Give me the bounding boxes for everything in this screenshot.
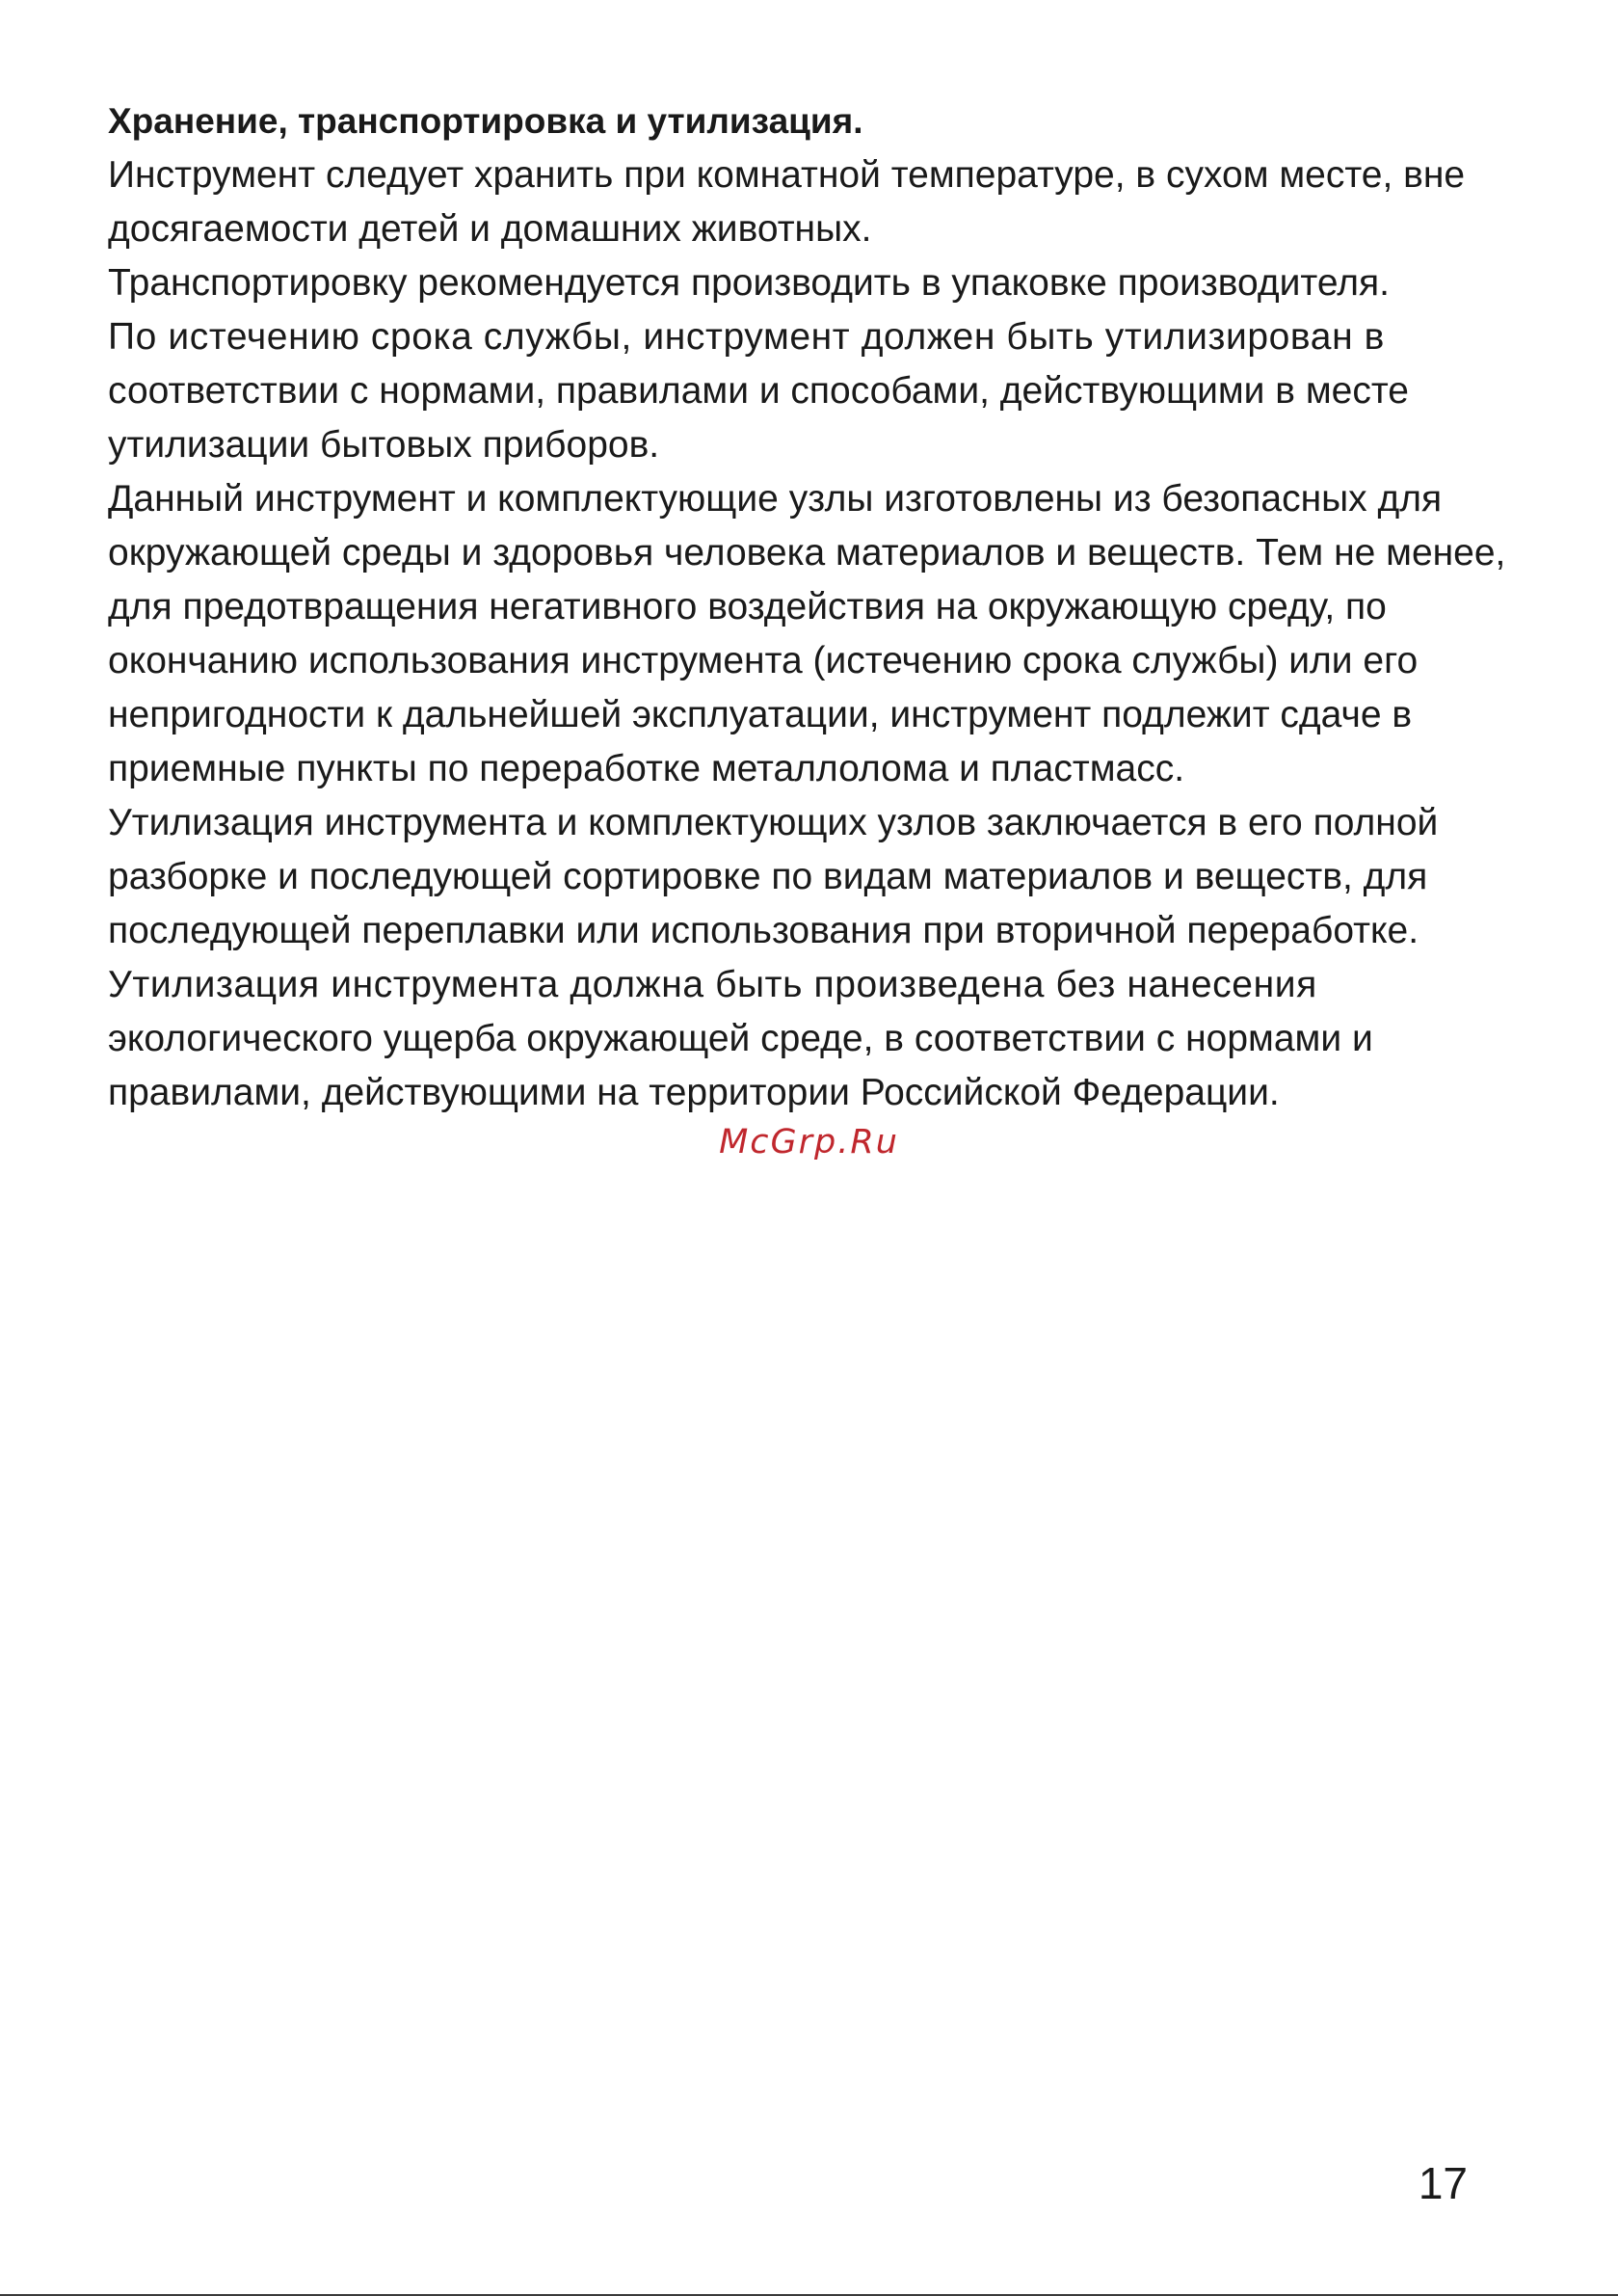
section-heading: Хранение, транспортировка и утилизация.	[108, 101, 863, 141]
text-line: правилами, действующими на территории Российской Федерации.	[108, 1072, 1280, 1113]
text-line: окончанию использования инструмента (истечению срока службы) или его	[108, 640, 1419, 681]
text-line: приемные пункты по переработке металлолома и пластмасс.	[108, 748, 1185, 789]
text-line: По истечению срока службы, инструмент должен быть утилизирован в	[108, 316, 1385, 358]
text-line: Утилизация инструмента и комплектующих узлов заключается в его полной	[108, 802, 1439, 843]
text-line: утилизации бытовых приборов.	[108, 424, 660, 466]
text-line: Транспортировку рекомендуется производить в упаковке производителя.	[108, 262, 1390, 304]
document-body	[108, 94, 1515, 1120]
text-line: окружающей среды и здоровья человека материалов и веществ. Тем не менее,	[108, 532, 1506, 574]
text-line: непригодности к дальнейшей эксплуатации, инструмент подлежит сдаче в	[108, 694, 1413, 735]
text-line: экологического ущерба окружающей среде, в соответствии с нормами и	[108, 1018, 1373, 1059]
text-line: Инструмент следует хранить при комнатной температуре, в сухом месте, вне	[108, 154, 1466, 196]
watermark-link[interactable]: McGrp.Ru	[719, 1123, 899, 1161]
text-line: последующей переплавки или использования при вторичной переработке.	[108, 910, 1419, 951]
page-number: 17	[1418, 2158, 1468, 2208]
text-line: соответствии с нормами, правилами и способами, действующими в месте	[108, 370, 1409, 412]
text-line: досягаемости детей и домашних животных.	[108, 208, 872, 250]
text-line: для предотвращения негативного воздействия на окружающую среду, по	[108, 586, 1387, 627]
text-line: Данный инструмент и комплектующие узлы изготовлены из безопасных для	[108, 478, 1443, 520]
text-line: Утилизация инструмента должна быть произведена без нанесения	[108, 964, 1317, 1005]
text-line: разборке и последующей сортировке по видам материалов и веществ, для	[108, 856, 1428, 897]
